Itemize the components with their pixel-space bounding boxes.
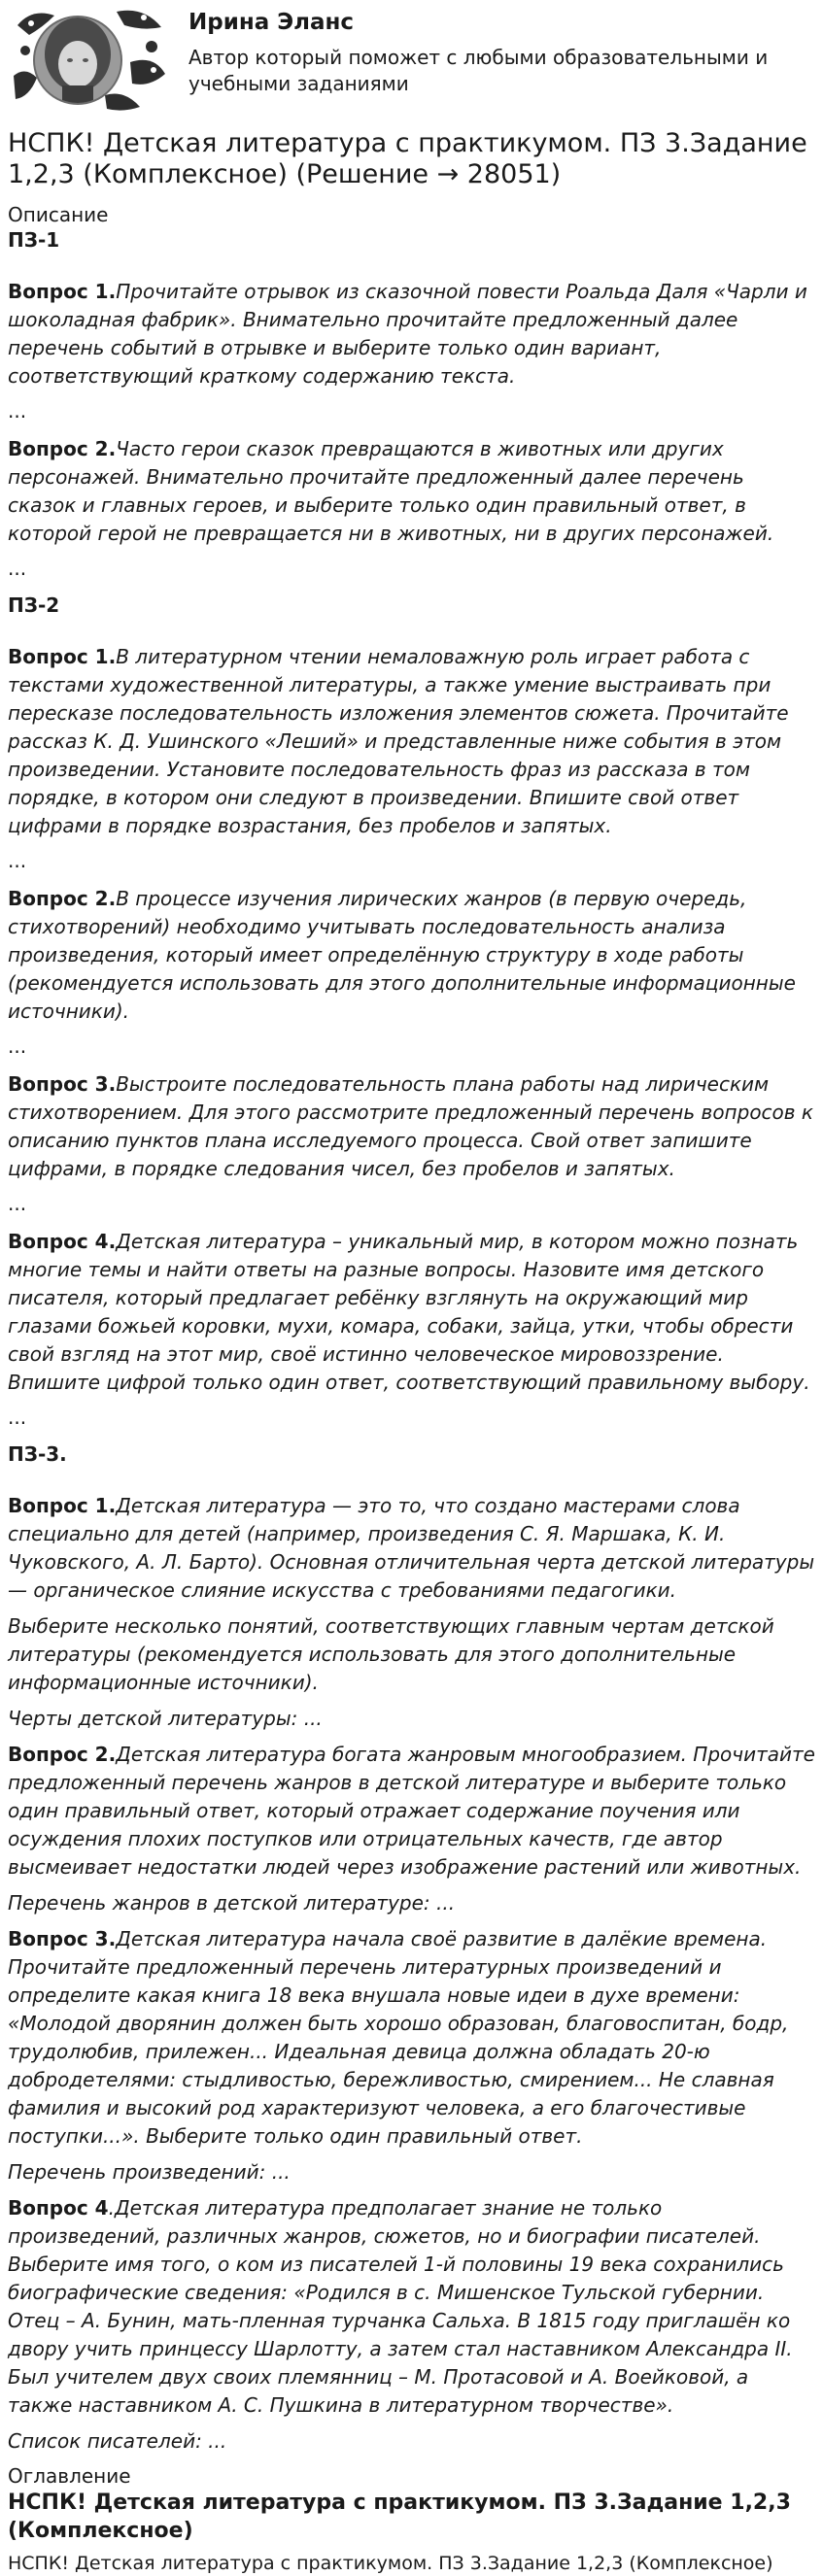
question-number: Вопрос 3. [8,1927,117,1950]
pz3-question-1-list: Черты детской литературы: ... [8,1707,323,1730]
ellipsis: ... [8,849,27,872]
pz2-question-2 [8,885,815,1026]
question-number: Вопрос 1. [8,280,117,303]
question-text: В литературном чтении немаловажную роль играет работа с текстами художественной литературы, а также умение выстраивать при пересказе последовательность изложения элементов сюжета. Прочитайте рассказ К. Д. Ушинского «Леший» и представленные ниже события в этом произведении. Установите последовательность фраз из рассказа в том порядке, в котором они следуют в произведении. Впишите свой ответ цифрами в порядке возрастания, без пробелов и запятых. [8,645,789,837]
question-text: .Детская литература предполагает знание не только произведений, различных жанров, сюжетов, но и биографии писателей. Выберите имя того, о ком из писателей 1-й половины 19 века сохранились биографические сведения: «Родился в с. Мишенское Тульской губернии. Отец – А. Бунин, мать-пленная турчанка Сальха. В 1815 году приглашён ко двору учить принцессу Шарлотту, а затем стал наставником Александра II. Был учителем двух своих племянниц – М. Протасовой и А. Воейковой, а также наставником А. С. Пушкина в литературном творчестве». [8,2196,793,2417]
question-number: Вопрос 2. [8,437,117,460]
question-number: Вопрос 4. [8,1230,117,1253]
pz2-question-4 [8,1228,815,1397]
question-number: Вопрос 2. [8,1743,117,1766]
toc-heading: НСПК! Детская литература с практикумом. ПЗ 3.Задание 1,2,3 (Комплексное) [8,2491,791,2543]
question-number: Вопрос 1. [8,645,117,668]
toc-link[interactable]: НСПК! Детская литература с практикумом. ПЗ 3.Задание 1,2,3 (Комплексное) [8,2553,773,2574]
ellipsis: ... [8,1192,27,1215]
pz3-question-3-list: Перечень произведений: ... [8,2160,291,2184]
author-avatar[interactable] [8,6,173,113]
ellipsis: ... [8,399,27,423]
description-label: Описание [8,203,109,226]
pz3-question-2-list: Перечень жанров в детской литературе: ... [8,1891,456,1915]
pz2-question-3 [8,1070,815,1183]
section-pz2: ПЗ-2 [8,593,60,617]
section-pz1: ПЗ-1 [8,228,60,252]
question-text: Выстроите последовательность плана работы над лирическим стихотворением. Для этого рассмотрите предложенный перечень вопросов к описанию пунктов плана исследуемого процесса. Свой ответ запишите цифрами, в порядке следования чисел, без пробелов и запятых. [8,1072,814,1180]
question-text: Детская литература богата жанровым многообразием. Прочитайте предложенный перечень жанров в детской литературе и выберите только один правильный ответ, который отражает содержание поучения или осуждения плохих поступков или отрицательных качеств, где автор высмеивает недостатки людей через изображение растений или животных. [8,1743,815,1879]
question-text: В процессе изучения лирических жанров (в первую очередь, стихотворений) необходимо учитывать последовательность анализа произведения, который имеет определённую структуру в ходе работы (рекомендуется использовать для этого дополнительные информационные источники). [8,887,796,1023]
ellipsis: ... [8,557,27,580]
question-text: Детская литература начала своё развитие в далёкие времена. Прочитайте предложенный перечень литературных произведений и определите какая книга 18 века внушала новые идеи в духе времени: «Молодой дворянин должен быть хорошо образован, благовоспитан, бодр, трудолюбив, прилежен... Идеальная девица должна обладать 20-ю добродетелями: стыдливостью, бережливостью, смирением... Не славная фамилия и высокий род характеризуют человека, а его благочестивые поступки...». Выберите только один правильный ответ. [8,1927,789,2148]
toc-label: Оглавление [8,2464,131,2488]
question-text: Прочитайте отрывок из сказочной повести Роальда Даля «Чарли и шоколадная фабрик». Внимательно прочитайте предложенный далее перечень событий в отрывке и выберите только один вариант, соответствующий краткому содержанию текста. [8,280,807,388]
author-header [8,0,815,122]
author-name[interactable]: Ирина Эланс [189,10,355,35]
pz1-question-2 [8,435,815,548]
page-title: НСПК! Детская литература с практикумом. ПЗ 3.Задание 1,2,3 (Комплексное) (Решение → 28051) [8,128,807,189]
pz1-question-1 [8,278,815,390]
ellipsis: ... [8,1406,27,1429]
pz3-question-1-extra: Выберите несколько понятий, соответствующих главным чертам детской литературы (рекомендуется использовать для этого дополнительные информационные источники). [8,1614,774,1694]
author-bio: Автор который поможет с любыми образовательными и учебными заданиями [189,46,769,95]
pz3-question-4-list: Список писателей: ... [8,2429,227,2453]
question-number: Вопрос 2. [8,887,117,910]
pz3-question-4 [8,2194,815,2420]
pz3-question-2 [8,1741,815,1881]
question-number: Вопрос 4 [8,2196,109,2220]
pz3-question-1 [8,1492,815,1605]
ellipsis: ... [8,1034,27,1058]
question-text: Часто герои сказок превращаются в животных или других персонажей. Внимательно прочитайте предложенный далее перечень сказок и главных героев, и выберите только один правильный ответ, в которой герой не превращается ни в животных, ни в других персонажей. [8,437,774,545]
section-pz3: ПЗ-3. [8,1442,67,1466]
pz3-question-3 [8,1925,815,2151]
question-number: Вопрос 1. [8,1494,117,1517]
question-text: Детская литература – уникальный мир, в котором можно познать многие темы и найти ответы на разные вопросы. Назовите имя детского писателя, который предлагает ребёнку взглянуть на окружающий мир глазами божьей коровки, мухи, комара, собаки, зайца, утки, чтобы обрести свой взгляд на этот мир, своё истинно человеческое мировоззрение. Впишите цифрой только один ответ, соответствующий правильному выбору. [8,1230,810,1394]
question-text: Детская литература — это то, что создано мастерами слова специально для детей (например, произведения С. Я. Маршака, К. И. Чуковского, А. Л. Барто). Основная отличительная черта детской литературы — органическое слияние искусства с требованиями педагогики. [8,1494,815,1602]
question-number: Вопрос 3. [8,1072,117,1096]
pz2-question-1 [8,643,815,840]
